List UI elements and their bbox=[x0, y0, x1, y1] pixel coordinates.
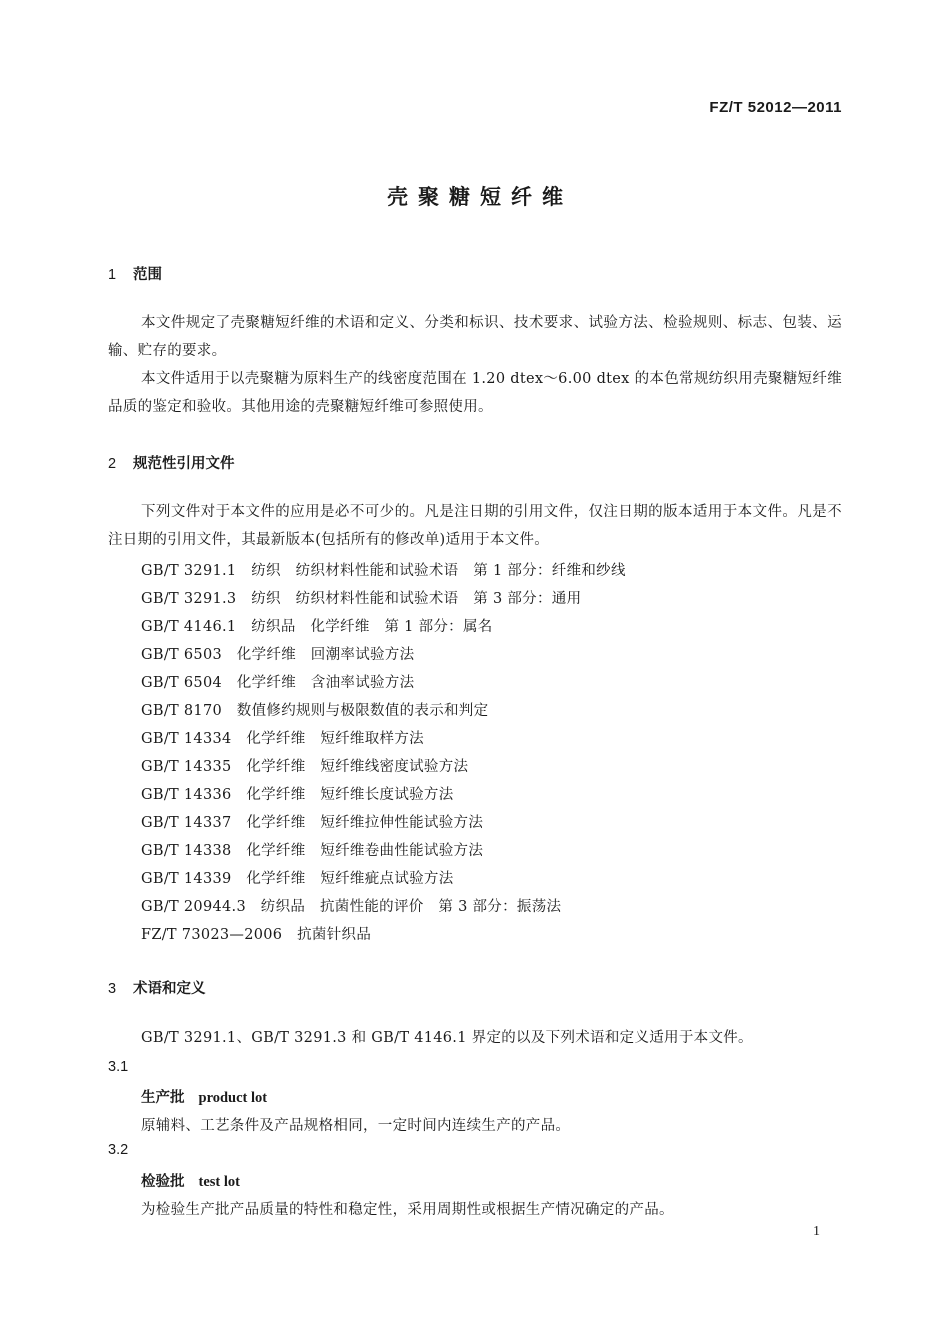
section-number: 1 bbox=[108, 267, 117, 283]
section-2-heading bbox=[108, 452, 235, 473]
reference-item: GB/T 3291.3 纺织 纺织材料性能和试验术语 第 3 部分：通用 bbox=[141, 591, 582, 607]
section-2-paragraph-1: 下列文件对于本文件的应用是必不可少的。凡是注日期的引用文件，仅注日期的版本适用于本文件。凡是不注日期的引用文件，其最新版本(包括所有的修改单)适用于本文件。 bbox=[108, 504, 842, 548]
section-number: 2 bbox=[108, 456, 117, 472]
term-number: 3.2 bbox=[108, 1142, 129, 1158]
term-definition: 原辅料、工艺条件及产品规格相同，一定时间内连续生产的产品。 bbox=[141, 1118, 571, 1134]
reference-item: GB/T 14334 化学纤维 短纤维取样方法 bbox=[141, 731, 424, 747]
reference-item: GB/T 8170 数值修约规则与极限数值的表示和判定 bbox=[141, 703, 489, 719]
reference-item: FZ/T 73023—2006 抗菌针织品 bbox=[141, 927, 372, 943]
page-number: 1 bbox=[813, 1224, 820, 1239]
reference-item: GB/T 20944.3 纺织品 抗菌性能的评价 第 3 部分：振荡法 bbox=[141, 899, 562, 915]
document-title: 壳聚糖短纤维 bbox=[387, 185, 573, 209]
reference-item: GB/T 3291.1 纺织 纺织材料性能和试验术语 第 1 部分：纤维和纱线 bbox=[141, 563, 626, 579]
reference-item: GB/T 6504 化学纤维 含油率试验方法 bbox=[141, 675, 415, 691]
section-title: 术语和定义 bbox=[133, 981, 206, 997]
reference-item: GB/T 14335 化学纤维 短纤维线密度试验方法 bbox=[141, 759, 469, 775]
term-number: 3.1 bbox=[108, 1059, 129, 1075]
reference-item: GB/T 14338 化学纤维 短纤维卷曲性能试验方法 bbox=[141, 843, 484, 859]
section-3-heading bbox=[108, 977, 206, 998]
reference-item: GB/T 4146.1 纺织品 化学纤维 第 1 部分：属名 bbox=[141, 619, 493, 635]
reference-item: GB/T 14339 化学纤维 短纤维疵点试验方法 bbox=[141, 871, 454, 887]
reference-item: GB/T 14337 化学纤维 短纤维拉伸性能试验方法 bbox=[141, 815, 484, 831]
term-chinese: 生产批 bbox=[141, 1089, 185, 1106]
reference-item: GB/T 14336 化学纤维 短纤维长度试验方法 bbox=[141, 787, 454, 803]
term-english: test lot bbox=[198, 1174, 240, 1190]
section-3-paragraph-1: GB/T 3291.1、GB/T 3291.3 和 GB/T 4146.1 界定的以及下列术语和定义适用于本文件。 bbox=[141, 1030, 753, 1046]
term-definition: 为检验生产批产品质量的特性和稳定性，采用周期性或根据生产情况确定的产品。 bbox=[141, 1202, 674, 1218]
reference-item: GB/T 6503 化学纤维 回潮率试验方法 bbox=[141, 647, 415, 663]
section-title: 范围 bbox=[133, 267, 162, 283]
section-1-paragraph-2: 本文件适用于以壳聚糖为原料生产的线密度范围在 1.20 dtex～6.00 dtex 的本色常规纺织用壳聚糖短纤维品质的鉴定和验收。其他用途的壳聚糖短纤维可参照使用。 bbox=[108, 371, 842, 415]
document-code: FZ/T 52012—2011 bbox=[709, 99, 842, 116]
term-heading bbox=[141, 1170, 240, 1191]
term-chinese: 检验批 bbox=[141, 1173, 185, 1190]
section-number: 3 bbox=[108, 981, 117, 997]
term-english: product lot bbox=[198, 1090, 268, 1106]
section-title: 规范性引用文件 bbox=[133, 456, 235, 472]
term-heading bbox=[141, 1086, 267, 1107]
section-1-paragraph-1: 本文件规定了壳聚糖短纤维的术语和定义、分类和标识、技术要求、试验方法、检验规则、标志、包装、运输、贮存的要求。 bbox=[108, 315, 842, 359]
section-1-heading bbox=[108, 263, 162, 284]
